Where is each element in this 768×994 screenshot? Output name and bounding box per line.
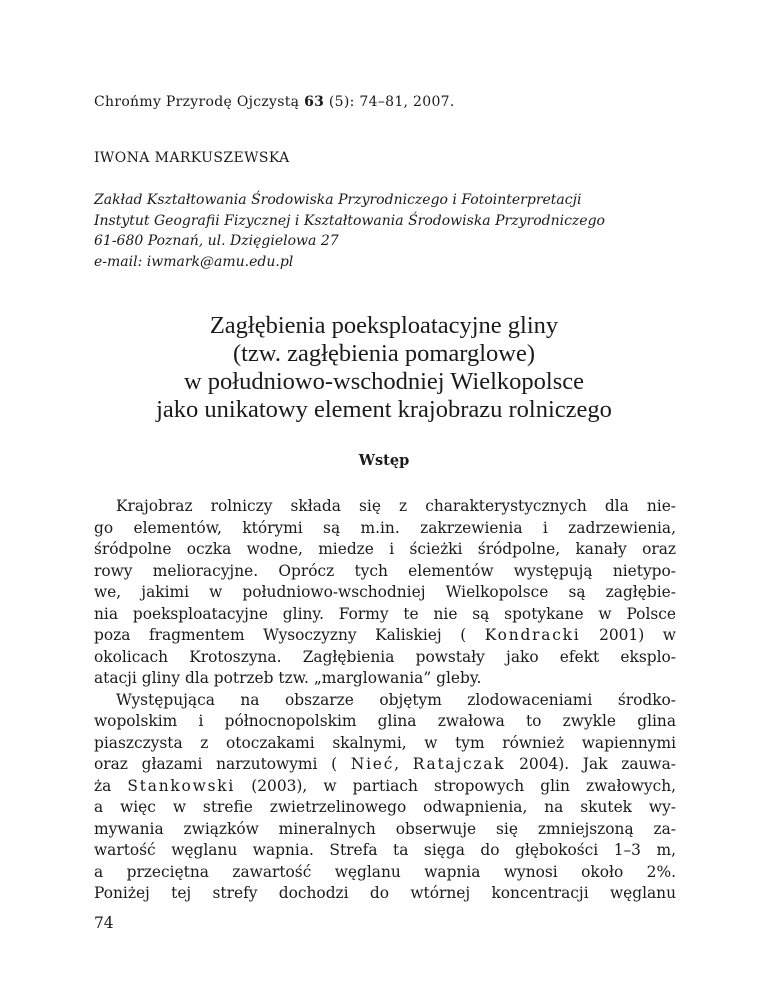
author-name: IWONA MARKUSZEWSKA: [94, 150, 290, 166]
body-text-run: 2004). Jak zauwa-: [519, 755, 676, 773]
citation-volume: 63: [304, 94, 325, 110]
body-line: a przeciętna zawartość węglanu wapnia wynosi około 2%.: [94, 862, 676, 881]
citation-issue-pages-year: (5): 74–81, 2007.: [324, 94, 455, 110]
body-line: wopolskim i północnopolskim glina zwałowa to zwykle glina: [94, 712, 676, 730]
body-line: rowy melioracyjne. Oprócz tych elementów występują nietypo-: [94, 561, 676, 580]
title-line: w południowo-wschodniej Wielkopolsce: [183, 368, 585, 395]
body-line: [94, 754, 676, 776]
body-line: śródpolne oczka wodne, miedze i ścieżki śródpolne, kanały oraz: [94, 540, 676, 558]
body-line: nia poeksploatacyjne gliny. Formy te nie są spotykane w Polsce: [94, 604, 676, 623]
body-line: piaszczysta z otoczakami skalnymi, w tym również wapiennymi: [94, 733, 676, 752]
body-line: [94, 625, 676, 647]
title-line: (tzw. zagłębienia pomarglowe): [232, 340, 536, 367]
page-number: 74: [94, 914, 114, 932]
body-line: go elementów, którymi są m.in. zakrzewienia i zadrzewienia,: [94, 518, 676, 537]
affiliation-department: Zakład Kształtowania Środowiska Przyrodniczego i Fotointerpretacji: [94, 192, 582, 208]
body-text: [94, 496, 676, 905]
body-line: Występująca na obszarze objętym zlodowaceniami środko-: [116, 690, 676, 709]
citation-author: Kondracki: [484, 626, 581, 644]
journal-citation: [94, 94, 455, 110]
affiliation-address: 61-680 Poznań, ul. Dzięgielowa 27: [94, 233, 339, 249]
title-line: Zagłębienia poeksploatacyjne gliny: [209, 312, 559, 339]
citation-author: Ratajczak: [412, 755, 506, 773]
body-line: atacji gliny dla potrzeb tzw. „marglowania” gleby.: [94, 669, 482, 687]
article-title: [0, 312, 768, 424]
section-heading: Wstęp: [358, 452, 410, 469]
body-text-run: oraz głazami narzutowymi (: [94, 755, 338, 773]
body-text-run: ,: [394, 755, 413, 773]
body-line: wartość węglanu wapnia. Strefa ta sięga do głębokości 1–3 m,: [94, 841, 676, 859]
title-line: jako unikatowy element krajobrazu rolniczego: [156, 396, 612, 423]
body-line: mywania związków mineralnych obserwuje się zmniejszoną za-: [94, 819, 676, 838]
citation-author: Stankowski: [127, 776, 236, 795]
body-line: Krajobraz rolniczy składa się z charakterystycznych dla nie-: [116, 497, 676, 515]
body-line: [94, 776, 676, 798]
author-affiliation: [94, 190, 605, 272]
body-line: okolicach Krotoszyna. Zagłębienia powstały jako efekt eksplo-: [94, 647, 676, 666]
citation-author: Nieć: [350, 755, 395, 773]
body-line: a więc w strefie zwietrzelinowego odwapnienia, na skutek wy-: [94, 798, 676, 816]
affiliation-institute: Instytut Geografii Fizycznej i Kształtowania Środowiska Przyrodniczego: [94, 212, 605, 229]
body-text-run: ża: [94, 776, 128, 795]
body-text-run: 2001) w: [599, 626, 676, 644]
body-text-run: (2003), w partiach stropowych glin zwałowych,: [251, 776, 676, 795]
body-line: Poniżej tej strefy dochodzi do wtórnej koncentracji węglanu: [94, 884, 676, 902]
body-line: we, jakimi w południowo-wschodniej Wielkopolsce są zagłębie-: [94, 583, 676, 601]
citation-journal: Chrońmy Przyrodę Ojczystą: [94, 94, 305, 110]
affiliation-email: e-mail: iwmark@amu.edu.pl: [94, 253, 294, 270]
body-text-run: poza fragmentem Wysoczyzny Kaliskiej (: [94, 626, 467, 644]
